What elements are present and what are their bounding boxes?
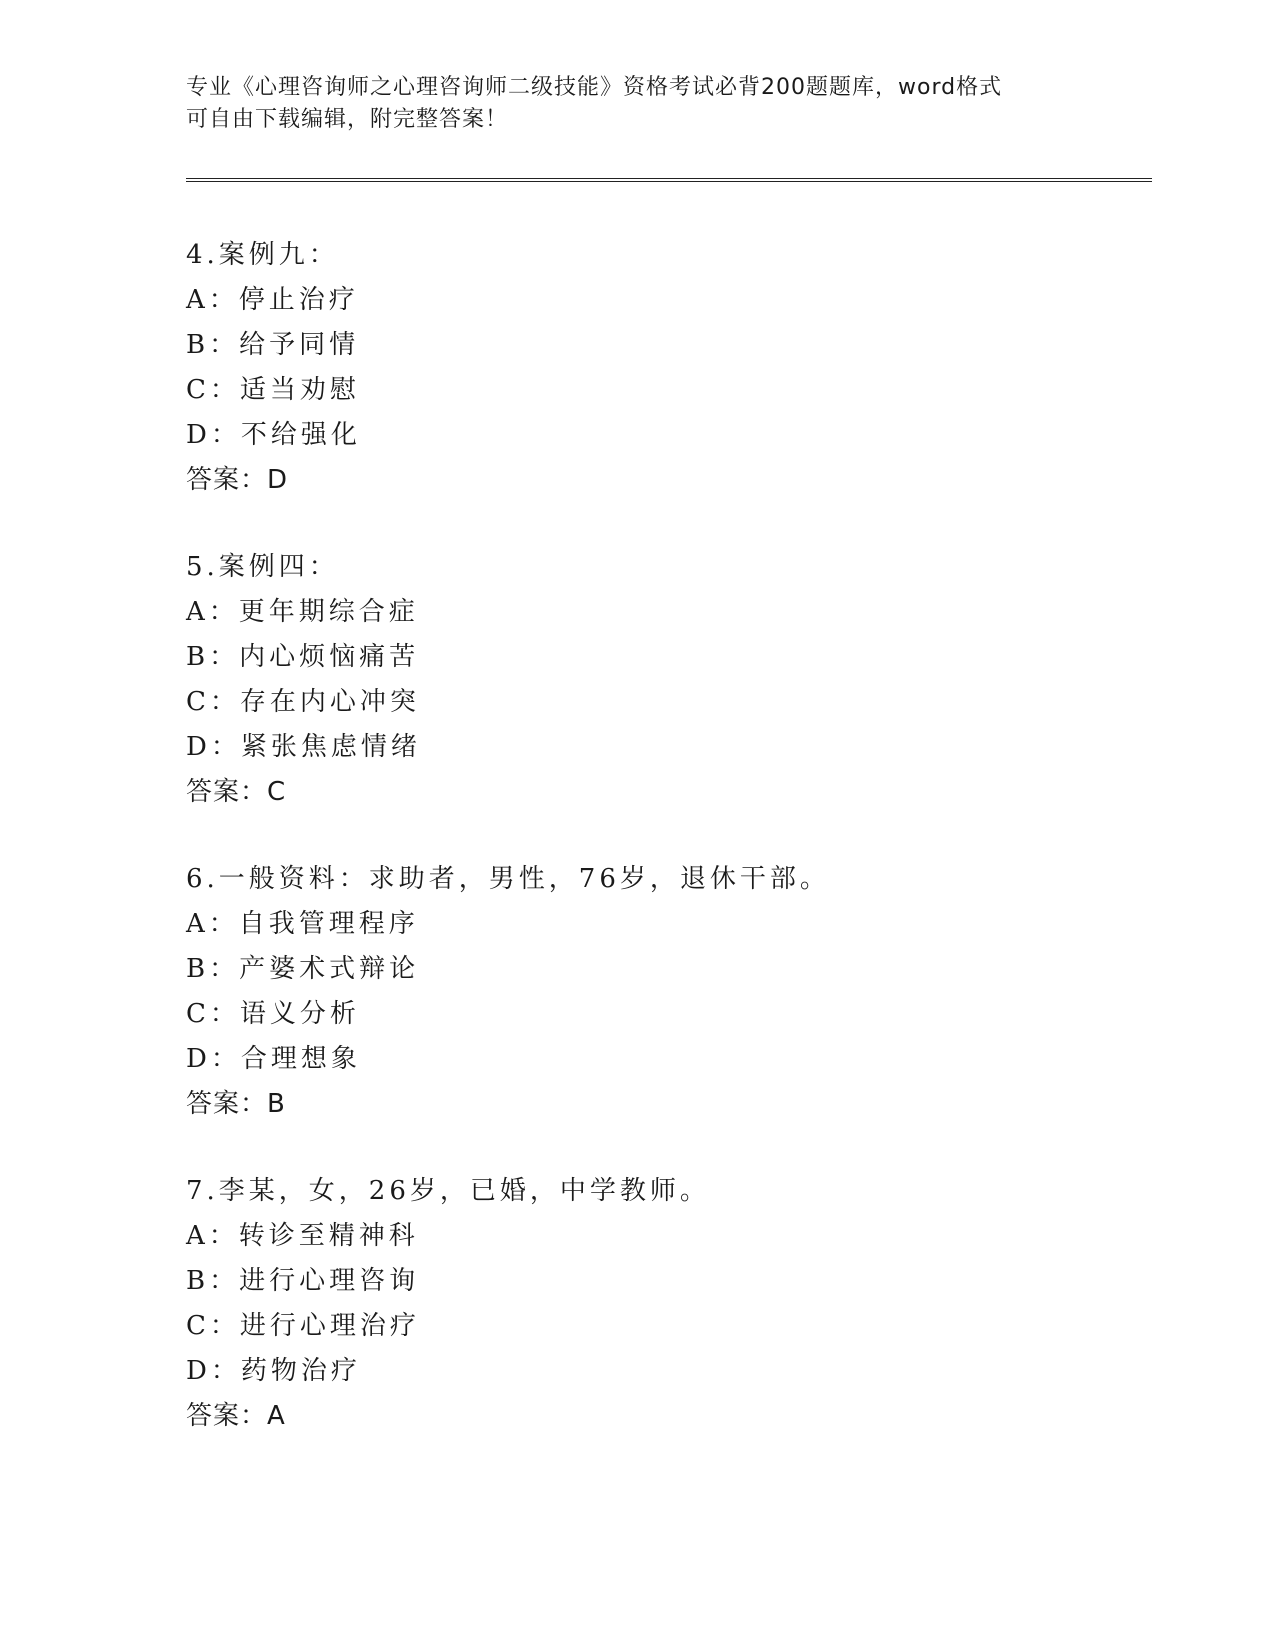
- question-list: [186, 233, 1146, 1481]
- question-4: [186, 233, 1146, 503]
- option-c: C：适当劝慰: [186, 375, 360, 405]
- option-a: A：更年期综合症: [186, 597, 419, 627]
- header-double-rule: [186, 178, 1152, 182]
- document-header: [186, 72, 1066, 136]
- option-d: D：药物治疗: [186, 1356, 361, 1386]
- option-d: D：紧张焦虑情绪: [186, 732, 421, 762]
- answer-line: 答案：D: [186, 465, 289, 495]
- option-b: B：进行心理咨询: [186, 1266, 420, 1296]
- header-line-2: 可自由下载编辑，附完整答案！: [186, 107, 509, 132]
- question-stem: 5.案例四：: [186, 552, 339, 582]
- question-5: [186, 545, 1146, 815]
- option-c: C：进行心理治疗: [186, 1311, 420, 1341]
- header-line-1: 专业《心理咨询师之心理咨询师二级技能》资格考试必背200题题库，word格式: [186, 75, 1003, 100]
- option-c: C：语义分析: [186, 999, 360, 1029]
- option-a: A：转诊至精神科: [186, 1221, 419, 1251]
- answer-line: 答案：B: [186, 1089, 286, 1119]
- option-a: A：停止治疗: [186, 285, 359, 315]
- option-d: D：合理想象: [186, 1044, 361, 1074]
- question-stem: 6.一般资料：求助者，男性，76岁，退休干部。: [186, 864, 830, 894]
- option-a: A：自我管理程序: [186, 909, 419, 939]
- option-b: B：内心烦恼痛苦: [186, 642, 420, 672]
- option-d: D：不给强化: [186, 420, 361, 450]
- option-c: C：存在内心冲突: [186, 687, 420, 717]
- question-stem: 7.李某，女，26岁，已婚，中学教师。: [186, 1176, 710, 1206]
- answer-line: 答案：A: [186, 1401, 286, 1431]
- question-stem: 4.案例九：: [186, 240, 339, 270]
- question-7: [186, 1169, 1146, 1439]
- question-6: [186, 857, 1146, 1127]
- option-b: B：给予同情: [186, 330, 360, 360]
- answer-line: 答案：C: [186, 777, 287, 807]
- option-b: B：产婆术式辩论: [186, 954, 420, 984]
